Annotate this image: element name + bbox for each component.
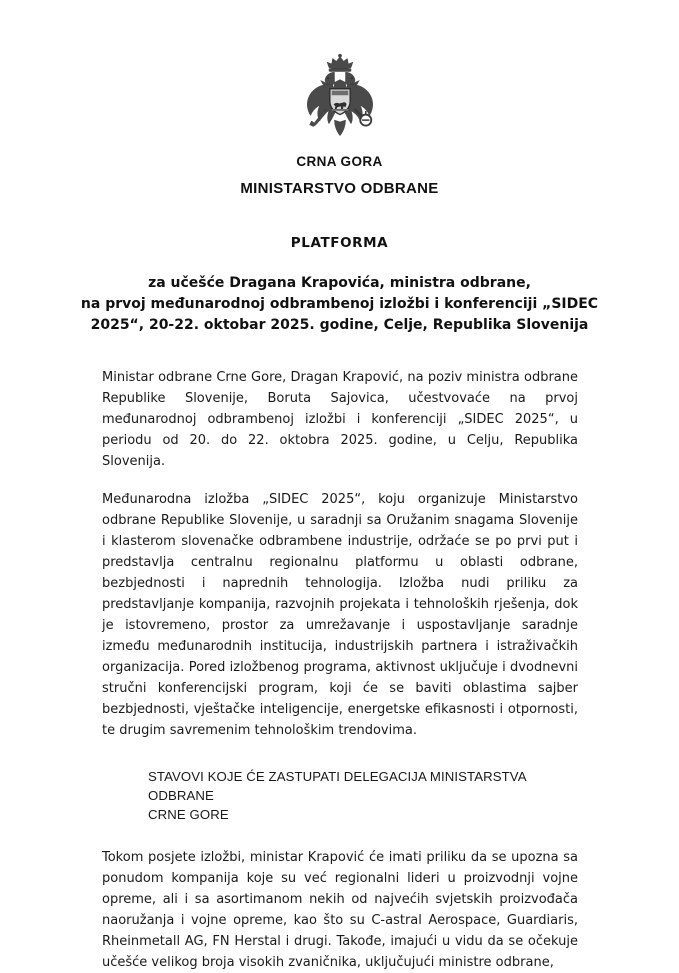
section-heading-positions	[102, 768, 578, 824]
document-subtitle-line-3: 2025“, 20-22. oktobar 2025. godine, Celje, Republika Slovenija	[90, 317, 589, 334]
document-subtitle	[0, 273, 679, 337]
document-body	[0, 367, 679, 973]
country-name: CRNA GORA	[296, 154, 383, 169]
ministry-name: MINISTARSTVO ODBRANE	[240, 180, 439, 198]
section-heading-line-1: STAVOVI KOJE ĆE ZASTUPATI DELEGACIJA MINISTARSTVA ODBRANE	[148, 769, 526, 804]
document-type-title: PLATFORMA	[290, 234, 389, 251]
section-heading-line-2: CRNE GORE	[148, 806, 229, 822]
ministry-header	[0, 152, 679, 201]
document-subtitle-line-2: na prvoj međunarodnoj odbrambenoj izložbi i konferenciji „SIDEC	[80, 296, 599, 313]
emblem-container	[0, 0, 679, 144]
body-paragraph-1: Ministar odbrane Crne Gore, Dragan Krapović, na poziv ministra odbrane Republike Slovenije, Boruta Sajovica, učestvovaće na prvoj međunarodnoj odbrambenoj izložbi i konferenciji „SIDEC 2025“, u periodu od 20. do 22. oktobra 2025. godine, u Celju, Republika Slovenija.	[102, 369, 578, 469]
coat-of-arms-of-montenegro-icon	[294, 52, 386, 144]
body-paragraph-3: Tokom posjete izložbi, ministar Krapović će imati priliku da se upozna sa ponudom kompanija koje su već regionalni lideri u proizvodnji vojne opreme, ali i sa asortimanom nekih od najvećih svjetskih proizvođača naoružanja i vojne opreme, kao što su C-astral Aerospace, Guardiaris, Rheinmetall AG, FN Herstal i drugi. Takođe, imajući u vidu da se očekuje učešće velikog broja visokih zvaničnika, uključujući ministre odbrane,	[102, 849, 578, 970]
body-paragraph-2: Međunarodna izložba „SIDEC 2025“, koju organizuje Ministarstvo odbrane Republike Slovenije, u saradnji sa Oružanim snagama Slovenije i klasterom slovenačke odbrambene industrije, održaće se po prvi put i predstavlja centralnu regionalnu platformu u oblasti odbrane, bezbjednosti i naprednih tehnologija. Izložba nudi priliku za predstavljanje kompanija, razvojnih projekata i tehnoloških rješenja, dok je istovremeno, prostor za umrežavanje i uspostavljanje saradnje između međunarodnih institucija, industrijskih partnera i istraživačkih organizacija. Pored izložbenog programa, aktivnost uključuje i dvodnevni stručni konferencijski program, koji će se baviti oblastima sajber bezbjednosti, vještačke inteligencije, energetske efikasnosti i otpornosti, te drugim savremenim tehnološkim trendovima.	[102, 491, 578, 739]
document-subtitle-line-1: za učešće Dragana Krapovića, ministra odbrane,	[148, 274, 531, 291]
